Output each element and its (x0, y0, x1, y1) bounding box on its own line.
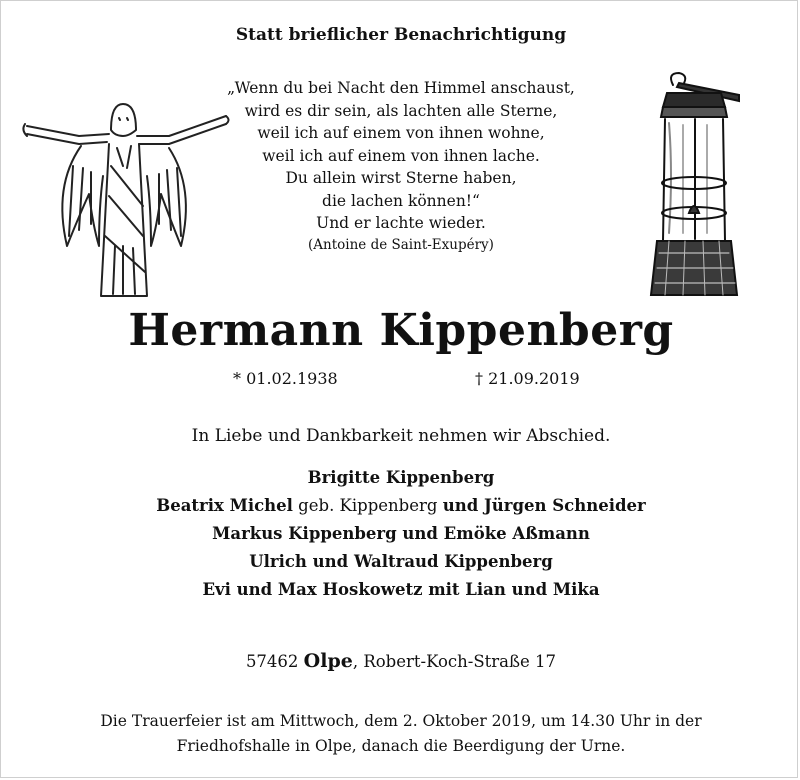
mourner-maiden-name: geb. Kippenberg (292, 496, 443, 515)
quote-block (201, 77, 601, 255)
quote-line: Du allein wirst Sterne haben, (285, 169, 517, 187)
funeral-line: Die Trauerfeier ist am Mittwoch, dem 2. Oktober 2019, um 14.30 Uhr in der (100, 712, 702, 730)
mourner-name: Beatrix Michel (156, 496, 293, 515)
mourner-row: Markus Kippenberg und Emöke Aßmann (212, 524, 590, 543)
quote-source: (Antoine de Saint-Exupéry) (308, 236, 494, 253)
deceased-name: Hermann Kippenberg (128, 305, 674, 356)
quote-line: die lachen können!“ (322, 191, 480, 210)
funeral-line: Friedhofshalle in Olpe, danach die Beerdigung der Urne. (176, 737, 626, 755)
miners-lamp-icon (639, 63, 759, 303)
funeral-info (61, 709, 741, 759)
mourner-name: und Jürgen Schneider (442, 496, 646, 515)
mourner-row (1, 492, 800, 520)
mourner-row: Evi und Max Hoskowetz mit Lian und Mika (202, 580, 600, 599)
mourner-row: Brigitte Kippenberg (307, 468, 495, 487)
address-city: Olpe (303, 650, 353, 672)
farewell-text: In Liebe und Dankbarkeit nehmen wir Abschied. (191, 426, 611, 446)
death-date: † 21.09.2019 (475, 369, 580, 388)
quote-line: weil ich auf einem von ihnen wohne, (257, 124, 545, 142)
quote-line: „Wenn du bei Nacht den Himmel anschaust, (227, 79, 575, 97)
mourner-row: Ulrich und Waltraud Kippenberg (249, 552, 553, 571)
quote-line: Und er lachte wieder. (316, 214, 486, 232)
address-zip: 57462 (245, 652, 304, 671)
quote-line: weil ich auf einem von ihnen lache. (262, 146, 540, 165)
mourners-list (1, 464, 800, 604)
header-notice: Statt brieflicher Benachrichtigung (235, 25, 567, 45)
family-address (1, 650, 800, 672)
quote-line: wird es dir sein, als lachten alle Sterne, (244, 101, 558, 120)
birth-date: * 01.02.1938 (233, 369, 338, 388)
address-street: , Robert-Koch-Straße 17 (352, 652, 557, 671)
